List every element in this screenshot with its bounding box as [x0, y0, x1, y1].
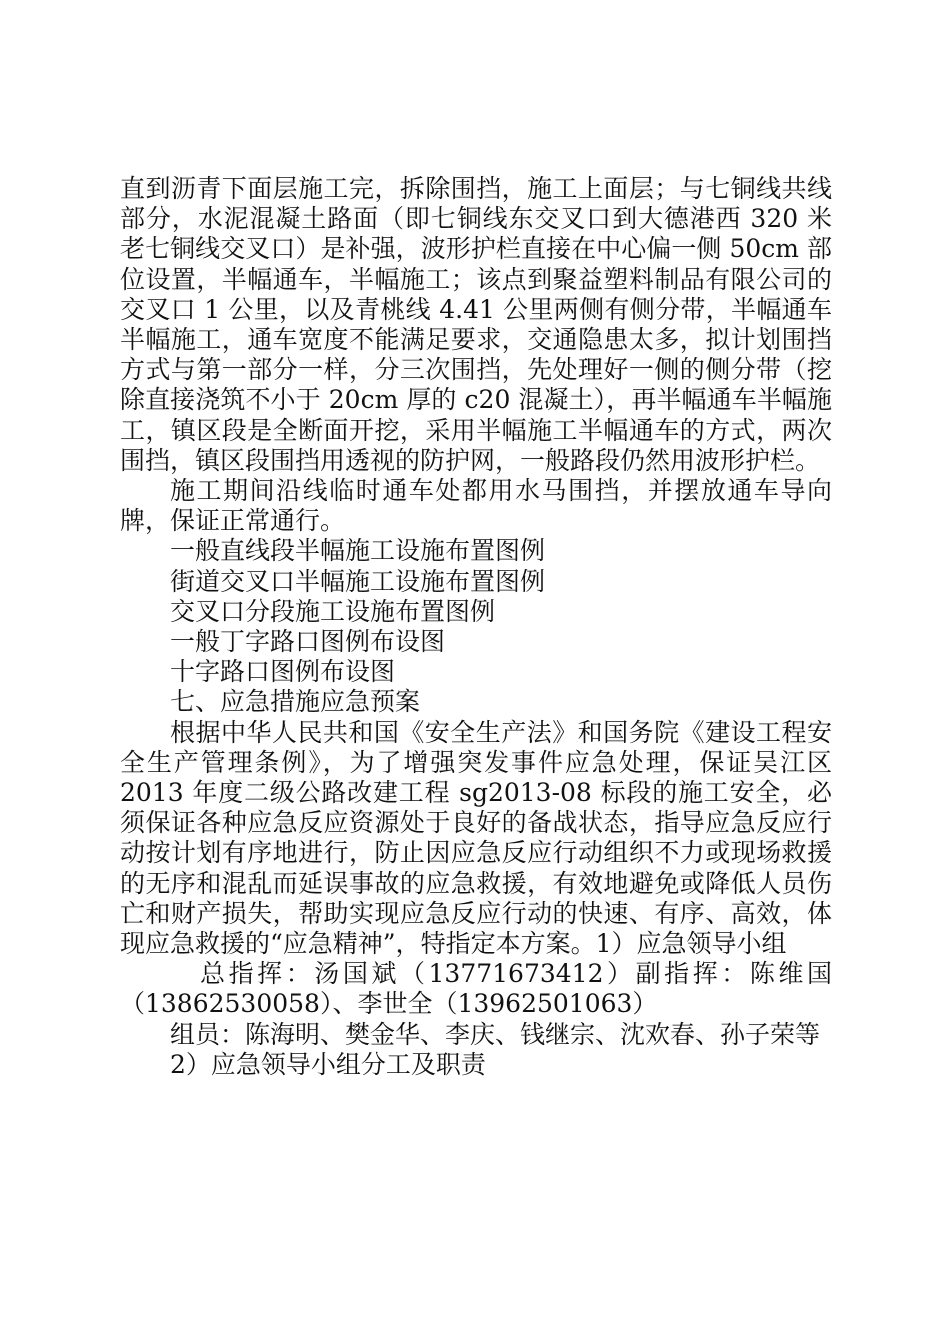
document-body: [120, 174, 832, 1080]
figure-item: 一般丁字路口图例布设图: [170, 627, 446, 657]
figure-item: 街道交叉口半幅施工设施布置图例: [170, 566, 546, 596]
figure-item: 一般直线段半幅施工设施布置图例: [170, 536, 546, 566]
figure-list: [120, 536, 832, 687]
paragraph-commanders-line2: （13862530058）、李世全（13962501063）: [120, 989, 658, 1019]
figure-item: 十字路口图例布设图: [170, 657, 396, 687]
paragraph-duties-heading: 2）应急领导小组分工及职责: [170, 1049, 486, 1079]
paragraph-members: 组员：陈海明、樊金华、李庆、钱继宗、沈欢春、孙子荣等: [170, 1019, 821, 1049]
paragraph-emergency-plan: 根据中华人民共和国《安全生产法》和国务院《建设工程安全生产管理条例》，为了增强突发事件应急处理，保证吴江区 2013 年度二级公路改建工程 sg2013-08 标段的施工安全，必须保证各种应急反应资源处于良好的备战状态，指导应急反应行动按计划有序地进行，防止因应急反应行动组织不力或现场救援的无序和混乱而延误事故的应急救援，有效地避免或降低人员伤亡和财产损失，帮助实现应急反应行动的快速、有序、高效，体现应急救援的“应急精神”，特指定本方案。1）应急领导小组: [120, 717, 832, 959]
section-heading: 七、应急措施应急预案: [170, 687, 421, 717]
paragraph-construction-method: 直到沥青下面层施工完，拆除围挡，施工上面层；与七铜线共线部分，水泥混凝土路面（即七铜线东交叉口到大德港西 320 米老七铜线交叉口）是补强，波形护栏直接在中心偏一侧 50cm 部位设置，半幅通车，半幅施工；该点到聚益塑料制品有限公司的交叉口 1 公里，以及青桃线 4.41 公里两侧有侧分带，半幅通车半幅施工，通车宽度不能满足要求，交通隐患太多，拟计划围挡方式与第一部分一样，分三次围挡，先处理好一侧的侧分带（挖除直接浇筑不小于 20cm 厚的 c20 混凝土），再半幅通车半幅施工，镇区段是全断面开挖，采用半幅施工半幅通车的方式，两次围挡，镇区段围挡用透视的防护网，一般路段仍然用波形护栏。: [120, 174, 832, 475]
figure-item: 交叉口分段施工设施布置图例: [170, 596, 496, 626]
paragraph-temporary-traffic: 施工期间沿线临时通车处都用水马围挡，并摆放通车导向牌，保证正常通行。: [120, 476, 832, 536]
paragraph-commanders-line1: 总指挥：汤国斌（13771673412）副指挥：陈维国: [200, 959, 832, 989]
